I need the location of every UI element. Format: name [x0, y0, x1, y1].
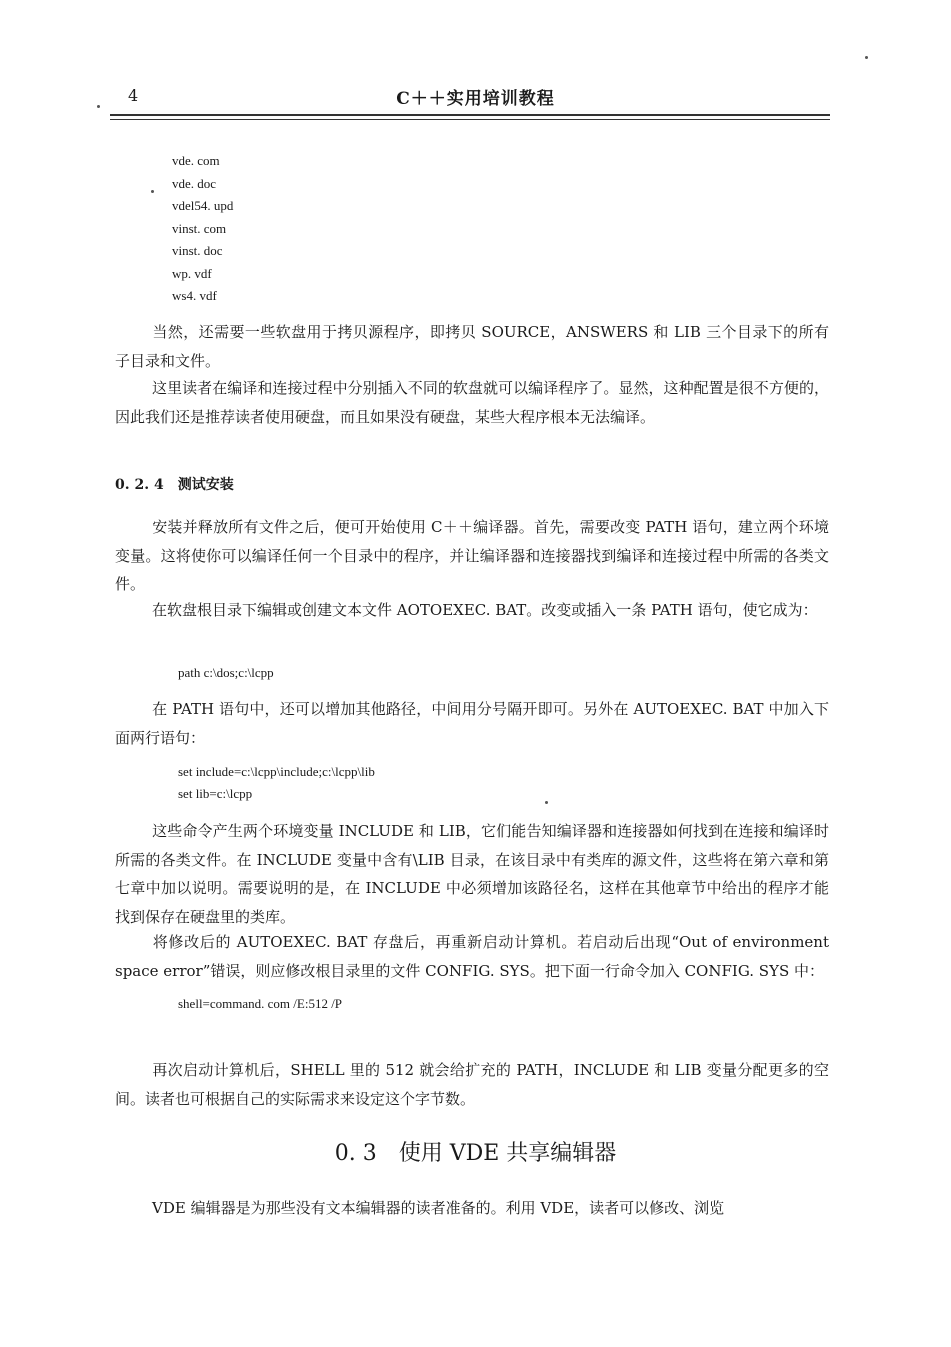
file-list [172, 150, 233, 308]
file-list-item: vde. doc [172, 175, 217, 191]
file-list-item: vde. com [172, 153, 220, 168]
scan-speck [151, 190, 154, 193]
file-list-item: vinst. com [172, 220, 227, 236]
paragraph-text: 这些命令产生两个环境变量 INCLUDE 和 LIB，它们能告知编译器和连接器如何找到在连接和编译时所需的各类文件。在 INCLUDE 变量中含有\LIB 目录，在该目录中有类库的源文件，这些将在第六章和第七章中加以说明。需要说明的是，在 INCLUDE 中必须增加该路径名，这样在其他章节中给出的程序才能找到保存在硬盘里的类库。 [115, 822, 829, 926]
file-list-item: vdel54. upd [172, 198, 234, 213]
paragraph-text: VDE 编辑器是为那些没有文本编辑器的读者准备的。利用 VDE，读者可以修改、浏览 [152, 1199, 725, 1217]
code-line: shell=command. com /E:512 /P [178, 996, 343, 1011]
file-list-item: ws4. vdf [172, 288, 217, 303]
section-heading: 0. 3 使用 VDE 共享编辑器 [334, 1141, 617, 1166]
section-heading: 0. 2. 4 测试安装 [115, 477, 234, 493]
code-line: set lib=c:\lcpp [178, 786, 253, 801]
paragraph-text: 在 PATH 语句中，还可以增加其他路径，中间用分号隔开即可。另外在 AUTOEXEC. BAT 中加入下面两行语句： [115, 700, 829, 747]
paragraph-text: 在软盘根目录下编辑或创建文本文件 AOTOEXEC. BAT。改变或插入一条 PATH 语句，使它成为： [152, 601, 818, 619]
paragraph-text: 当然，还需要一些软盘用于拷贝源程序，即拷贝 SOURCE，ANSWERS 和 LIB 三个目录下的所有子目录和文件。 [115, 323, 829, 370]
scan-speck [97, 105, 100, 108]
paragraph-text: 这里读者在编译和连接过程中分别插入不同的软盘就可以编译程序了。显然，这种配置是很不方便的，因此我们还是推荐读者使用硬盘，而且如果没有硬盘，某些大程序根本无法编译。 [115, 379, 829, 426]
file-list-item: wp. vdf [172, 265, 212, 281]
paragraph [115, 817, 829, 931]
page-number: 4 [128, 86, 139, 105]
file-list-item: vinst. doc [172, 243, 223, 258]
paragraph [115, 1056, 829, 1113]
header-rule [110, 114, 830, 116]
paragraph-text: 将修改后的 AUTOEXEC. BAT 存盘后，再重新启动计算机。若启动后出现“Out of environment space error”错误，则应修改根目录里的文件 CONFIG. SYS。把下面一行命令加入 CONFIG. SYS 中： [115, 933, 829, 980]
paragraph [115, 596, 829, 625]
paragraph [115, 318, 829, 375]
paragraph [115, 513, 829, 599]
paragraph-text: 安装并释放所有文件之后，便可开始使用 C＋＋编译器。首先，需要改变 PATH 语句，建立两个环境变量。这将使你可以编译任何一个目录中的程序，并让编译器和连接器找到编译和连接过程中所需的各类文件。 [115, 518, 829, 593]
paragraph-text: 再次启动计算机后，SHELL 里的 512 就会给扩充的 PATH，INCLUDE 和 LIB 变量分配更多的空间。读者也可根据自己的实际需求来设定这个字节数。 [115, 1061, 829, 1108]
running-header-title: C＋＋实用培训教程 [396, 89, 555, 109]
scan-speck [545, 801, 548, 804]
scan-speck [865, 56, 868, 59]
code-line: set include=c:\lcpp\include;c:\lcpp\lib [178, 764, 375, 779]
code-line: path c:\dos;c:\lcpp [178, 665, 274, 680]
paragraph [115, 928, 829, 985]
paragraph [115, 1194, 829, 1223]
header-rule-thin [110, 119, 830, 120]
paragraph [115, 695, 829, 752]
paragraph [115, 374, 829, 431]
